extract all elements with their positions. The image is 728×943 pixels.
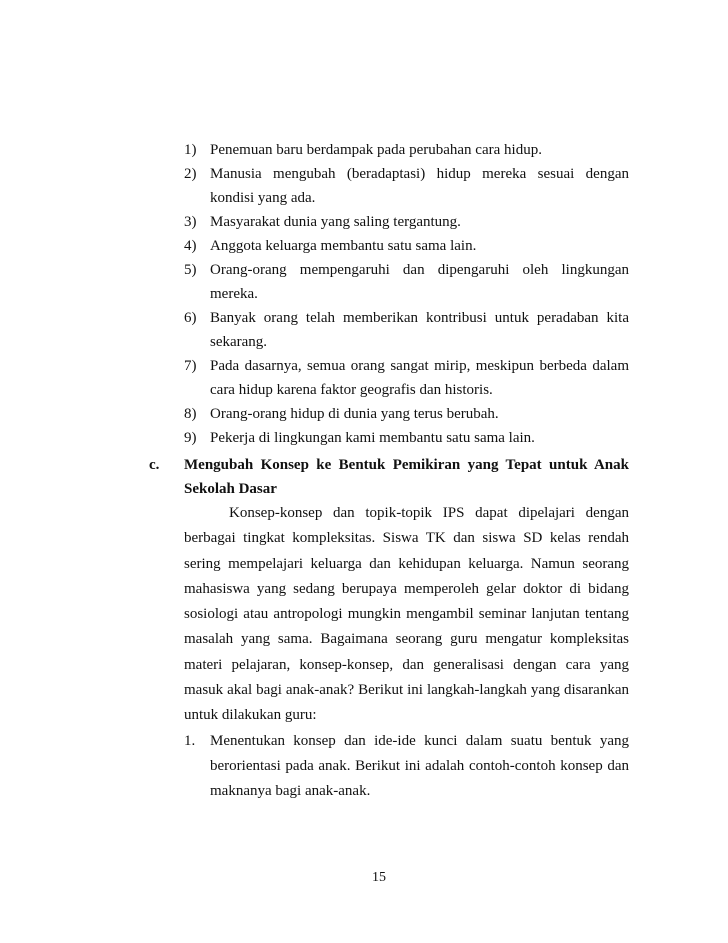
list-item-text: Masyarakat dunia yang saling tergantung. (210, 214, 461, 230)
list-item (184, 306, 629, 354)
section-title: Mengubah Konsep ke Bentuk Pemikiran yang Tepat untuk Anak Sekolah Dasar (184, 457, 629, 497)
list-item (184, 402, 629, 426)
list-item-number: 3) (184, 214, 197, 230)
list-item-number: 7) (184, 358, 197, 374)
list-item (184, 162, 629, 210)
list-item-number: 1. (184, 732, 196, 749)
list-item (184, 729, 629, 805)
page-number: 15 (372, 870, 386, 885)
list-item-text: Menentukan konsep dan ide-ide kunci dalam suatu bentuk yang berorientasi pada anak. Berikut ini adalah contoh-contoh konsep dan maknanya bagi anak-anak. (210, 732, 629, 800)
list-item-number: 5) (184, 262, 197, 278)
list-item-number: 8) (184, 406, 197, 422)
list-item-number: 2) (184, 166, 197, 182)
list-item (184, 354, 629, 402)
list-item-number: 1) (184, 142, 197, 158)
list-item (184, 234, 629, 258)
list-item (184, 138, 629, 162)
list-item-text: Banyak orang telah memberikan kontribusi untuk peradaban kita sekarang. (210, 310, 629, 350)
body-paragraph: Konsep-konsep dan topik-topik IPS dapat dipelajari dengan berbagai tingkat kompleksitas. Siswa TK dan siswa SD kelas rendah sering mempelajari keluarga dan kehidupan keluarga. Namun seorang mahasiswa yang sedang berupaya memperoleh gelar doktor di bidang sosiologi atau antropologi mungkin mengambil seminar lanjutan tentang masalah yang sama. Bagaimana seorang guru mengatur kompleksitas materi pelajaran, konsep-konsep, dan generalisasi dengan cara yang masuk akal bagi anak-anak? Berikut ini langkah-langkah yang disarankan untuk dilakukan guru: (184, 505, 629, 724)
list-item-number: 9) (184, 430, 197, 446)
list-item-text: Orang-orang hidup di dunia yang terus berubah. (210, 406, 499, 422)
section-letter: c. (149, 457, 160, 473)
list-item-text: Pekerja di lingkungan kami membantu satu sama lain. (210, 430, 535, 446)
list-item (184, 258, 629, 306)
list-item-text: Anggota keluarga membantu satu sama lain. (210, 238, 477, 254)
list-item-text: Penemuan baru berdampak pada perubahan cara hidup. (210, 142, 542, 158)
section-heading (149, 453, 629, 501)
list-item-text: Manusia mengubah (beradaptasi) hidup mereka sesuai dengan kondisi yang ada. (210, 166, 629, 206)
list-item-number: 4) (184, 238, 197, 254)
list-item-text: Pada dasarnya, semua orang sangat mirip, meskipun berbeda dalam cara hidup karena faktor geografis dan historis. (210, 358, 629, 398)
list-item-text: Orang-orang mempengaruhi dan dipengaruhi oleh lingkungan mereka. (210, 262, 629, 302)
steps-list (184, 729, 629, 805)
list-item (184, 210, 629, 234)
list-item (184, 426, 629, 450)
numbered-list (184, 138, 629, 450)
section-c (149, 453, 629, 805)
list-item-number: 6) (184, 310, 197, 326)
